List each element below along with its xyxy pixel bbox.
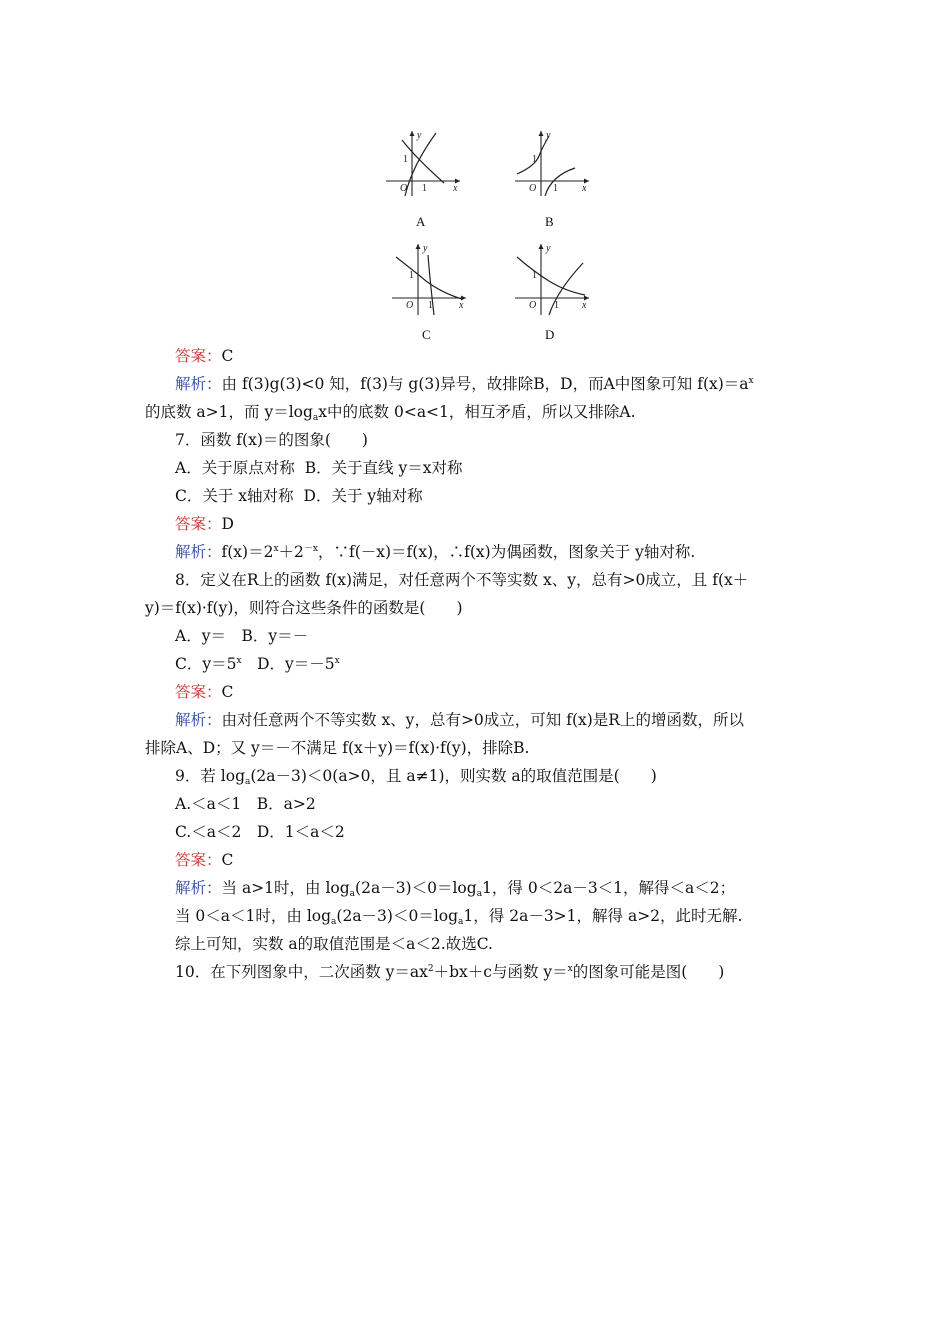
stem-text: 10．在下列图象中，二次函数 y＝ax bbox=[175, 963, 428, 981]
explanation-label: 解析： bbox=[175, 711, 222, 729]
stem-text: ＋bx＋c与函数 y＝ bbox=[433, 963, 568, 981]
option-c: C．关于 x轴对称 bbox=[175, 487, 294, 505]
explanation-label: 解析： bbox=[175, 879, 222, 897]
q6-explanation-line-1 bbox=[175, 374, 754, 394]
q8-explanation-line-2: 排除A、D；又 y＝－不满足 f(x＋y)＝f(x)·f(y)，排除B. bbox=[145, 739, 530, 757]
x-one-label: 1 bbox=[554, 300, 559, 311]
graph-a bbox=[384, 128, 464, 229]
q8-options-ab: A．y＝ B．y＝－ bbox=[175, 627, 309, 645]
explanation-text: 1，得 2a－3>1，解得 a>2，此时无解. bbox=[463, 907, 743, 925]
explanation-text: 1，得 0＜2a－3＜1，解得＜a＜2； bbox=[482, 879, 736, 897]
exponent: 2 bbox=[427, 964, 434, 974]
answer-value: C bbox=[221, 851, 234, 869]
q9-options-ab: A.＜a＜1 B．a>2 bbox=[175, 795, 316, 813]
x-label: x bbox=[453, 183, 458, 194]
q7-explanation-line bbox=[175, 542, 695, 562]
subscript: a bbox=[245, 777, 251, 787]
explanation-text: ，∵f(－x)＝f(x)，∴f(x)为偶函数，图象关于 y轴对称. bbox=[317, 543, 696, 561]
y-one-label: 1 bbox=[409, 270, 414, 281]
option-b: B．关于直线 y＝x对称 bbox=[304, 459, 463, 477]
explanation-text: x中的底数 0<a<1，相互矛盾，所以又排除A. bbox=[318, 403, 636, 421]
subscript: a bbox=[331, 917, 337, 927]
explanation-text: 当 0＜a＜1时，由 log bbox=[175, 907, 332, 925]
stem-text: (2a－3)＜0(a>0，且 a≠1)，则实数 a的取值范围是( ) bbox=[250, 767, 657, 785]
x-label: x bbox=[582, 300, 587, 311]
subscript: a bbox=[458, 917, 464, 927]
answer-label: 答案： bbox=[175, 851, 222, 869]
q8-explanation-line-1 bbox=[175, 710, 744, 730]
explanation-text: 由 f(3)g(3)<0 知，f(3)与 g(3)异号，故排除B，D，而A中图象可知 f(x)＝a bbox=[221, 375, 749, 393]
graph-d-plot bbox=[513, 241, 593, 317]
exponent: x bbox=[748, 376, 754, 386]
q6-answer-line bbox=[175, 346, 233, 366]
q8-stem-line-1: 8．定义在R上的函数 f(x)满足，对任意两个不等实数 x、y，总有>0成立，且 f(x＋ bbox=[175, 571, 749, 589]
curve-decreasing-exp bbox=[517, 257, 585, 295]
y-label: y bbox=[423, 243, 428, 254]
q8-options-cd bbox=[175, 654, 340, 674]
explanation-label: 解析： bbox=[175, 543, 222, 561]
option-c: C．y＝5 bbox=[175, 655, 237, 673]
graph-d-caption: D bbox=[545, 327, 555, 342]
graph-b-plot bbox=[513, 128, 593, 198]
exponent: －x bbox=[303, 544, 318, 554]
q9-explanation-line-3: 综上可知，实数 a的取值范围是＜a＜2.故选C. bbox=[175, 935, 493, 953]
q8-stem-line-2: y)＝f(x)·f(y)，则符合这些条件的函数是( ) bbox=[145, 599, 463, 617]
x-label: x bbox=[582, 183, 587, 194]
q9-explanation-line-1 bbox=[175, 878, 735, 898]
q7-answer-line bbox=[175, 514, 234, 534]
graph-c bbox=[390, 241, 470, 342]
explanation-text: (2a－3)＜0＝log bbox=[355, 879, 477, 897]
origin-label: O bbox=[400, 183, 408, 194]
y-label: y bbox=[417, 130, 422, 141]
answer-label: 答案： bbox=[175, 347, 222, 365]
q9-options-cd: C.＜a＜2 D．1＜a＜2 bbox=[175, 823, 345, 841]
q9-stem bbox=[175, 766, 657, 786]
q7-options-cd bbox=[175, 486, 423, 506]
explanation-text: 由对任意两个不等实数 x、y，总有>0成立，可知 f(x)是R上的增函数，所以 bbox=[221, 711, 744, 729]
answer-label: 答案： bbox=[175, 683, 222, 701]
answer-value: C bbox=[221, 347, 234, 365]
q7-stem: 7．函数 f(x)＝的图象( ) bbox=[175, 431, 368, 449]
q9-answer-line bbox=[175, 850, 233, 870]
y-one-label: 1 bbox=[403, 154, 408, 165]
answer-value: C bbox=[221, 683, 234, 701]
option-d: D．关于 y轴对称 bbox=[303, 487, 423, 505]
option-a: A．关于原点对称 bbox=[175, 459, 295, 477]
q6-explanation-line-2 bbox=[145, 402, 636, 422]
explanation-text: f(x)＝2 bbox=[221, 543, 274, 561]
explanation-text: ＋2 bbox=[278, 543, 304, 561]
x-one-label: 1 bbox=[428, 300, 433, 311]
answer-value: D bbox=[221, 515, 234, 533]
origin-label: O bbox=[529, 300, 537, 311]
q7-options-ab bbox=[175, 458, 463, 478]
x-one-label: 1 bbox=[422, 183, 427, 194]
y-one-label: 1 bbox=[532, 270, 537, 281]
exponent: x bbox=[273, 544, 279, 554]
x-one-label: 1 bbox=[553, 183, 558, 194]
curve-decreasing bbox=[402, 140, 444, 183]
exponent: x bbox=[236, 656, 242, 666]
graph-d bbox=[513, 241, 593, 342]
subscript: a bbox=[349, 889, 356, 899]
q8-answer-line bbox=[175, 682, 233, 702]
origin-label: O bbox=[406, 300, 414, 311]
x-label: x bbox=[459, 300, 464, 311]
subscript: a bbox=[476, 889, 483, 899]
graph-b bbox=[513, 128, 593, 229]
graph-c-caption: C bbox=[422, 327, 431, 342]
origin-label: O bbox=[529, 183, 537, 194]
subscript: a bbox=[312, 413, 319, 423]
curve-increasing-log bbox=[545, 168, 575, 196]
y-label: y bbox=[546, 243, 551, 254]
graph-a-plot bbox=[384, 128, 464, 198]
explanation-label: 解析： bbox=[175, 375, 222, 393]
y-label: y bbox=[546, 130, 551, 141]
answer-label: 答案： bbox=[175, 515, 222, 533]
option-d: D．y＝－5 bbox=[241, 655, 335, 673]
exponent: x bbox=[334, 656, 340, 666]
q9-explanation-line-2 bbox=[175, 906, 742, 926]
stem-text: 的图象可能是图( ) bbox=[572, 963, 725, 981]
explanation-text: (2a－3)＜0＝log bbox=[336, 907, 459, 925]
graph-c-plot bbox=[390, 241, 470, 317]
exponent: x bbox=[567, 964, 573, 974]
graph-a-caption: A bbox=[416, 214, 426, 229]
explanation-text: 当 a>1时，由 log bbox=[221, 879, 350, 897]
y-one-label: 1 bbox=[532, 154, 537, 165]
q10-stem bbox=[175, 962, 724, 982]
stem-text: 9．若 log bbox=[175, 767, 245, 785]
graph-b-caption: B bbox=[545, 214, 554, 229]
curve-increasing bbox=[405, 133, 436, 196]
explanation-text: 的底数 a>1，而 y＝log bbox=[145, 403, 313, 421]
